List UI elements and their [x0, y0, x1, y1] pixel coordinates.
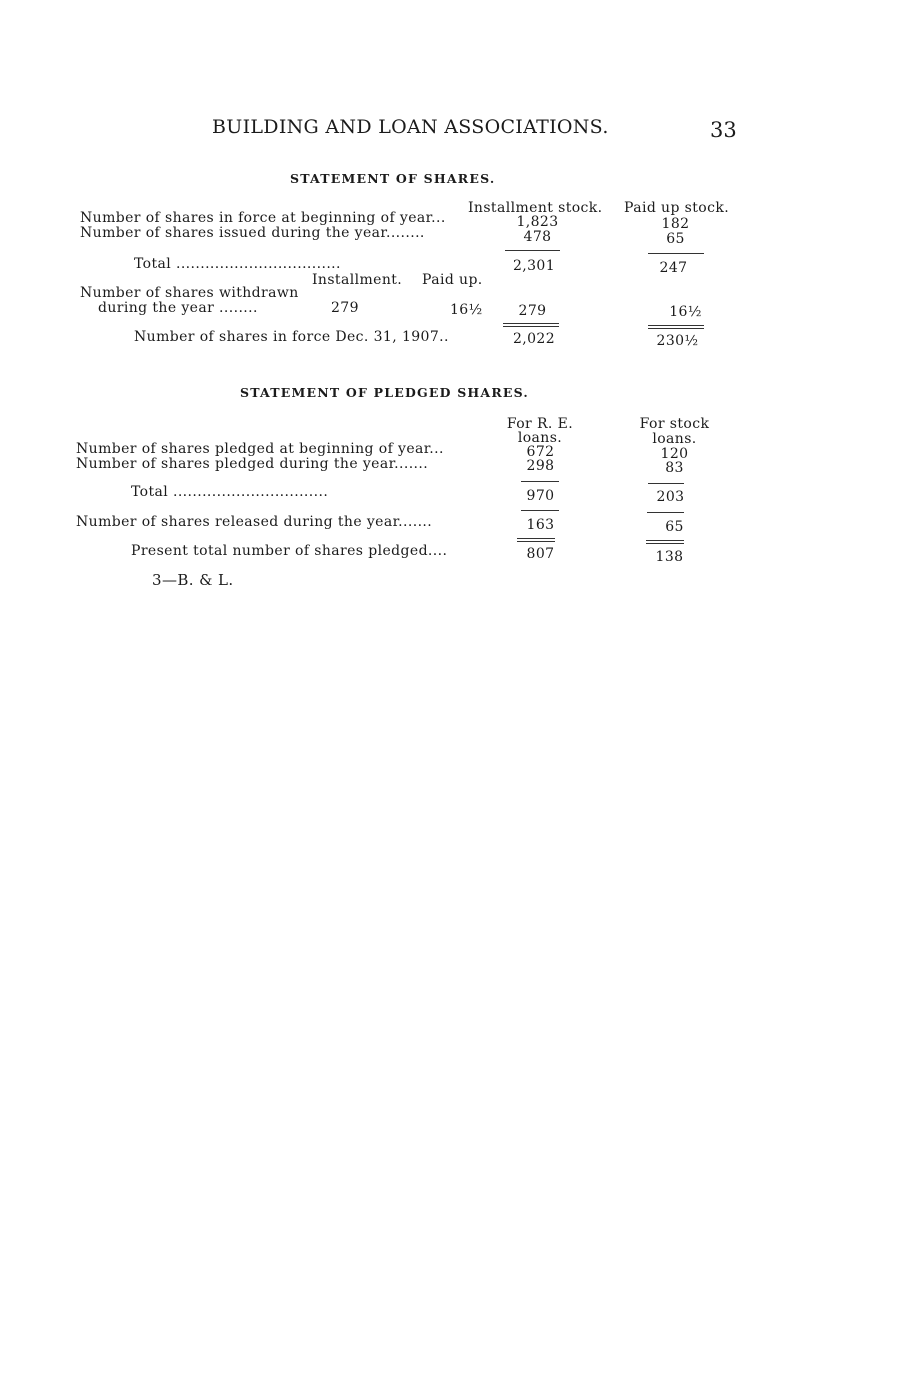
row-value-issued-paid: 65	[666, 231, 685, 247]
pledged-row-during-re: 298	[526, 458, 555, 474]
withdrawn-label-line1: Number of shares withdrawn	[80, 285, 299, 301]
signature-mark: 3—B. & L.	[152, 571, 234, 589]
col-header-re-line2: loans.	[517, 430, 563, 446]
withdrawn-inst: 279	[518, 303, 547, 319]
pledged-heading: STATEMENT OF PLEDGED SHARES.	[240, 385, 529, 400]
rule-released-re	[521, 510, 559, 511]
rule-pledged-total-re	[521, 481, 559, 482]
withdrawn-sub-paid: 16½	[450, 302, 483, 318]
col-header-stock-line1: For stock	[639, 416, 710, 432]
rule-force-paid	[648, 325, 704, 329]
sub-header-paidup: Paid up.	[422, 272, 483, 288]
pledged-total-re: 970	[526, 488, 555, 504]
total-inst: 2,301	[512, 258, 556, 274]
rule-present-re	[517, 538, 555, 542]
released-label: Number of shares released during the year.......	[76, 514, 433, 530]
row-label-issued: Number of shares issued during the year........	[80, 225, 425, 241]
rule-total-paid	[648, 253, 704, 254]
total-label: Total ..................................	[134, 256, 341, 272]
shares-heading: STATEMENT OF SHARES.	[290, 171, 496, 186]
present-label: Present total number of shares pledged....	[131, 543, 448, 559]
rule-pledged-total-stock	[648, 483, 684, 484]
row-label-begin: Number of shares in force at beginning of year...	[80, 210, 446, 226]
pledged-total-label: Total ................................	[131, 484, 329, 500]
sub-header-installment: Installment.	[312, 272, 403, 288]
total-paid: 247	[659, 260, 688, 276]
col-header-stock-line2: loans.	[652, 431, 697, 447]
present-stock: 138	[655, 549, 684, 565]
pledged-row-label-begin: Number of shares pledged at beginning of year...	[76, 441, 444, 457]
rule-force-inst	[503, 323, 559, 327]
released-stock: 65	[665, 519, 684, 535]
rule-total-inst	[505, 250, 560, 251]
pledged-row-begin-re: 672	[526, 444, 555, 460]
force-paid: 230½	[656, 333, 699, 349]
row-value-begin-paid: 182	[661, 216, 690, 232]
col-header-paidup: Paid up stock.	[624, 200, 730, 216]
rule-released-stock	[647, 512, 684, 513]
running-head: BUILDING AND LOAN ASSOCIATIONS.	[212, 116, 609, 138]
col-header-installment: Installment stock.	[468, 200, 603, 216]
withdrawn-sub-inst: 279	[331, 300, 359, 316]
row-value-issued-inst: 478	[523, 229, 552, 245]
rule-present-stock	[646, 540, 684, 544]
present-re: 807	[526, 546, 555, 562]
pledged-total-stock: 203	[656, 489, 685, 505]
pledged-row-during-stock: 83	[665, 460, 684, 476]
row-value-begin-inst: 1,823	[516, 214, 559, 230]
page-number: 33	[710, 118, 737, 142]
released-re: 163	[526, 517, 555, 533]
withdrawn-label-line2: during the year ........	[98, 300, 258, 316]
pledged-row-begin-stock: 120	[660, 446, 689, 462]
pledged-row-label-during: Number of shares pledged during the year.......	[76, 456, 429, 472]
force-label: Number of shares in force Dec. 31, 1907..	[134, 329, 449, 345]
withdrawn-paid: 16½	[669, 304, 702, 320]
force-inst: 2,022	[512, 331, 556, 347]
col-header-re-line1: For R. E.	[506, 416, 574, 432]
